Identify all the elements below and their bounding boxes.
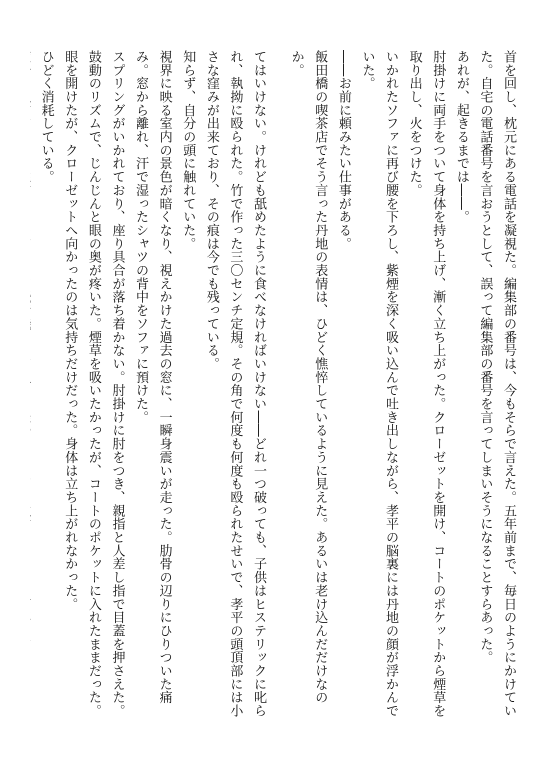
paragraph: いかれたソファに再び腰を下ろし、紫煙を深く吸い込んで吐き出しながら、孝平の脳裏には丹地の顔が浮かんでいた。 [359, 50, 399, 718]
left-text-column [30, 50, 270, 726]
paragraph: てはいけない。けれども舐めたように食べなければいけない――どれ一つ破っても、子供はヒステリックに叱られ、執拗に殴られた。竹で作った三〇センチ定規。その角で何度も何度も殴られたせいで、孝平の頭頂部には小さな窪みが出来ており、その痕は今でも残っている。 [203, 50, 266, 718]
paragraph [30, 50, 34, 726]
paragraph: 飯田橋の喫茶店でそう言った丹地の表情は、ひどく憔悴しているように見えた。あるいは老け込んだだけなのか。 [288, 50, 328, 705]
right-text-column [285, 50, 520, 726]
paragraph: ひどく消耗している。 [38, 50, 54, 184]
paragraph: あれが、起きるまでは――。 [453, 50, 469, 224]
paragraph: 知らず、自分の頭に触れていた。 [180, 50, 196, 251]
paragraph: スプリングがいかれており、座り具合が落ち着かない。肘掛けに肘をつき、親指と人差し指で目蓋を押さえた。鼓動のリズムで、じんじんと眼の奥が疼いた。煙草を吸いたかったが、コートのポケットに入れたままだった。眼を開けたが、クローゼットへ向かったのは気持ちだけだった。身体は立ち上がれなかった。 [62, 50, 125, 718]
paragraph: 視界に映る室内の景色が暗くなり、視えかけた過去の窓に、一瞬身震いが走った。肋骨の辺りにひりついた痛み。窓から離れ、汗で湿ったシャツの背中をソファに預けた。 [133, 50, 172, 705]
paragraph: 首を回し、枕元にある電話を凝視た。編集部の番号は、今もそらで言えた。五年前まで、毎日のようにかけていた。自宅の電話番号を言おうとして、誤って編集部の番号を言ってしまいそうになることすらあった。 [477, 50, 516, 718]
paragraph: ――お前に頼みたい仕事がある。 [335, 50, 351, 251]
paragraph: 肘掛けに両手をついて身体を持ち上げ、漸く立ち上がった。クローゼットを開け、コートのポケットから煙草を取り出し、火をつけた。 [406, 50, 446, 718]
